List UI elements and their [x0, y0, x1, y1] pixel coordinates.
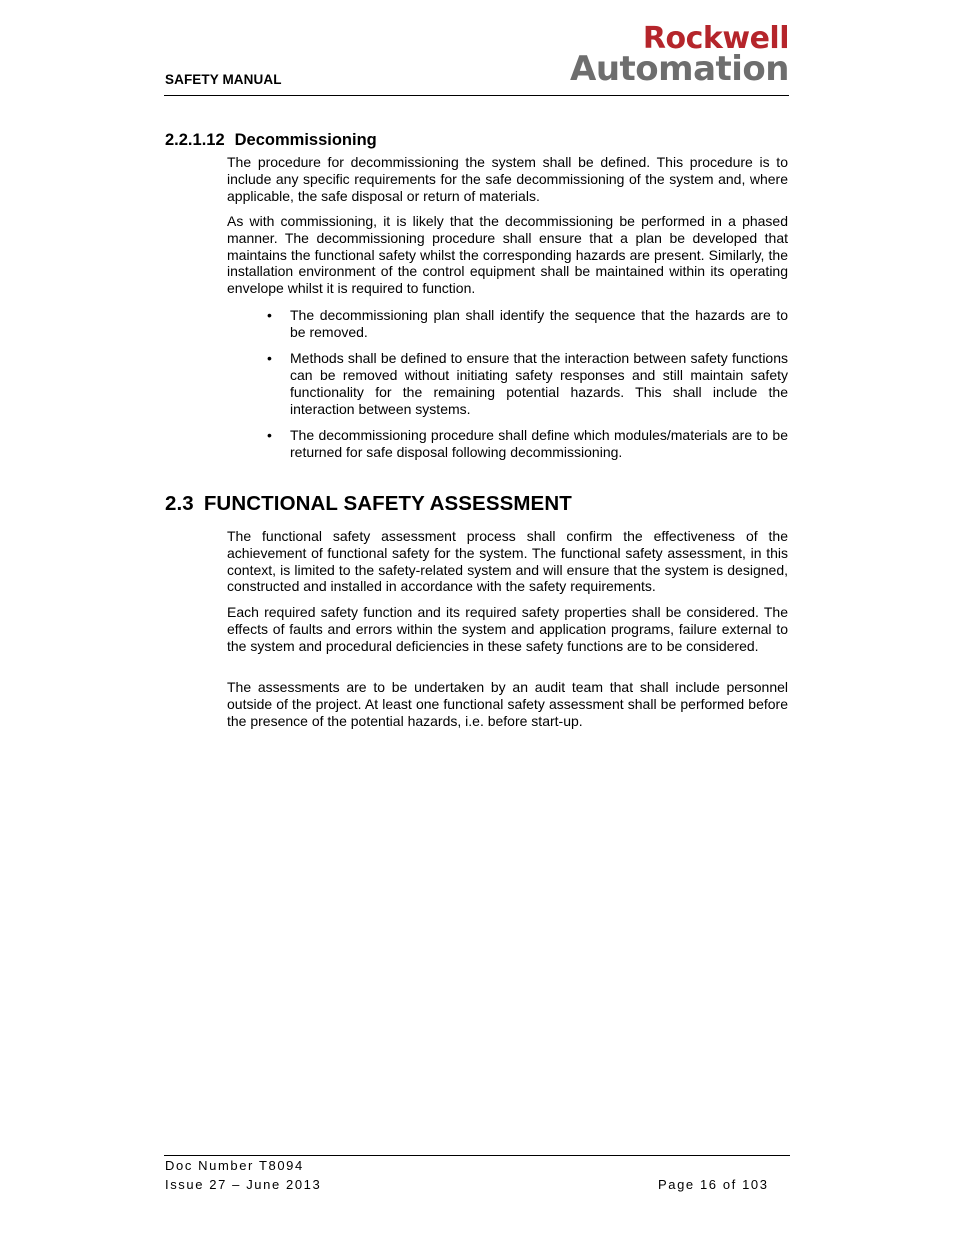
subsection-title: Decommissioning — [234, 131, 377, 149]
footer-page-number: Page 16 of 103 — [658, 1177, 769, 1192]
footer-divider — [164, 1155, 790, 1156]
header-divider — [164, 95, 789, 96]
logo-line1: Rockwell — [642, 21, 789, 56]
list-item — [267, 307, 788, 341]
footer-doc-number: Doc Number T8094 — [165, 1158, 304, 1173]
paragraph: As with commissioning, it is likely that the decommissioning be performed in a phased manner. The decommissioning procedure shall ensure that a plan be developed that maintains the functional safety whilst the corresponding hazards are present. Similarly, the installation environment of the control equipment shall be maintained within its operating envelope whilst it is required to function. — [227, 213, 788, 297]
paragraph: The functional safety assessment process shall confirm the effectiveness of the achievement of functional safety for the system. The functional safety assessment, in this context, is limited to the safety-related system and will ensure that the system is designed, constructed and installed in accordance with the safety requirements. — [227, 528, 788, 595]
section-heading — [165, 492, 572, 516]
list-item — [267, 427, 788, 461]
section-number: 2.3 — [165, 492, 194, 515]
header-title: SAFETY MANUAL — [165, 72, 282, 87]
bullet-glyph: • — [267, 350, 272, 367]
section-title: FUNCTIONAL SAFETY ASSESSMENT — [203, 492, 572, 515]
paragraph: Each required safety function and its required safety properties shall be considered. The effects of faults and errors within the system and application programs, failure external to the system and procedural deficiencies in these safety functions are to be considered. — [227, 604, 788, 654]
paragraph: The procedure for decommissioning the system shall be defined. This procedure is to include any specific requirements for the safe decommissioning of the system and, where applicable, the safe disposal or return of materials. — [227, 154, 788, 204]
list-item-text: Methods shall be defined to ensure that the interaction between safety functions can be removed without initiating safety responses and still maintain safety functionality for the remaining potential hazards. This shall include the interaction between systems. — [290, 350, 788, 417]
bullet-list — [267, 307, 788, 470]
footer-issue: Issue 27 – June 2013 — [165, 1177, 322, 1192]
list-item-text: The decommissioning plan shall identify the sequence that the hazards are to be removed. — [290, 307, 788, 340]
rockwell-automation-logo — [553, 21, 789, 89]
logo-line2: Automation — [570, 49, 789, 89]
subsection-heading — [165, 131, 377, 150]
list-item — [267, 350, 788, 417]
bullet-glyph: • — [267, 307, 272, 323]
subsection-number: 2.2.1.12 — [165, 131, 225, 149]
list-item-text: The decommissioning procedure shall define which modules/materials are to be returned for safe disposal following decommissioning. — [290, 426, 788, 460]
paragraph: The assessments are to be undertaken by an audit team that shall include personnel outside of the project. At least one functional safety assessment shall be performed before the presence of the potential hazards, i.e. before start-up. — [227, 679, 788, 729]
bullet-glyph: • — [267, 426, 272, 443]
